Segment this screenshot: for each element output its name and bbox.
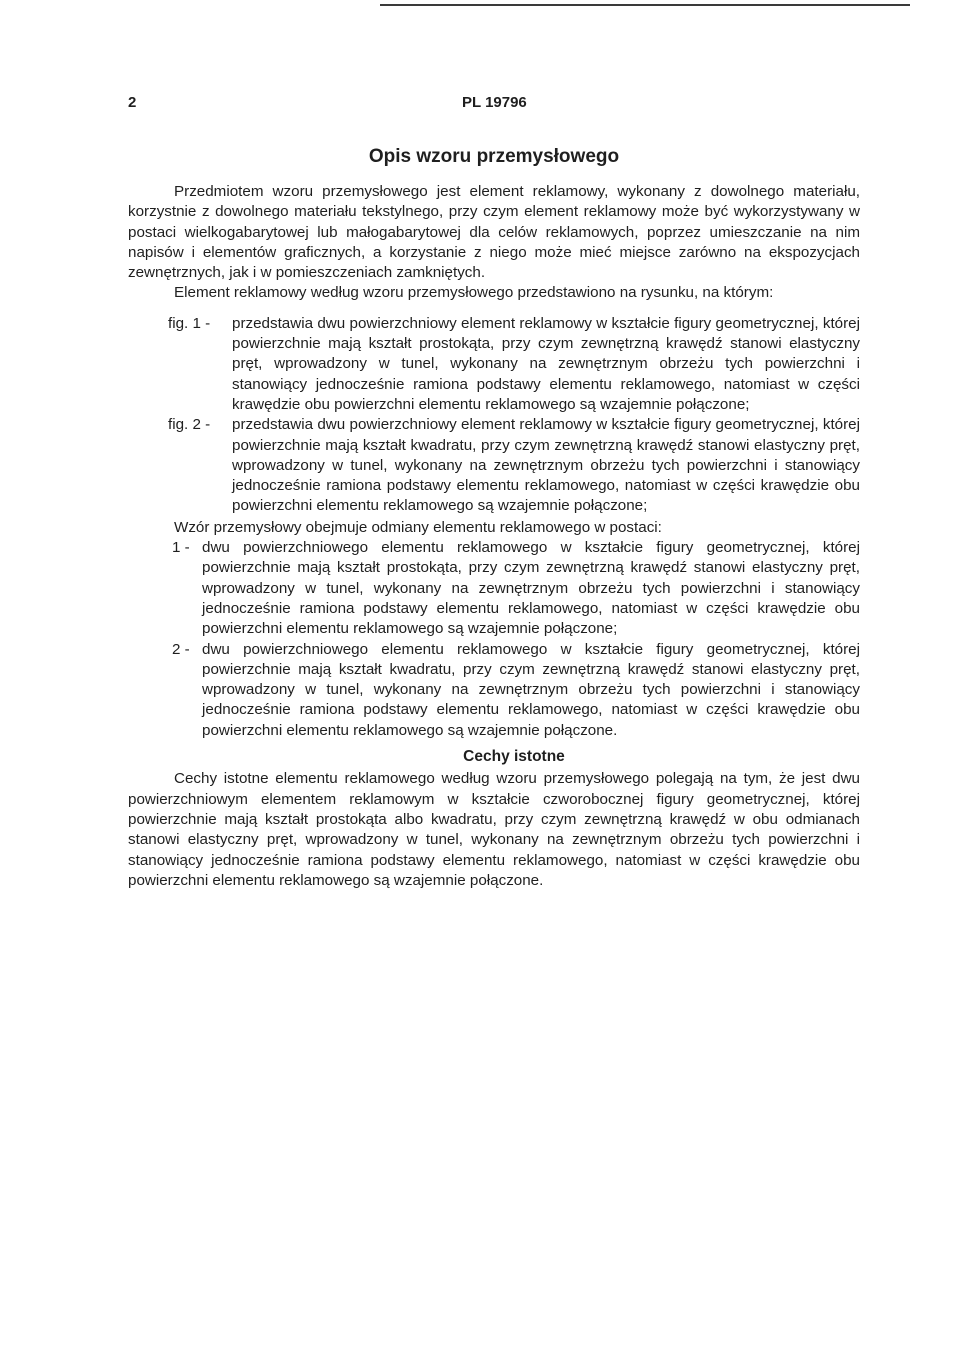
figure-description-1 — [128, 314, 860, 415]
variant-label: 2 - — [172, 640, 190, 658]
intro-paragraph: Przedmiotem wzoru przemysłowego jest element reklamowy, wykonany z dowolnego materiału, korzystnie z dowolnego materiału tekstylnego, przy czym element reklamowy może być wykorzystywany w postaci wielkogabarytowej lub małogabarytowej dla celów reklamowych, poprzez umieszczanie na nim napisów i elementów graficznych, a korzystanie z niego może mieć miejsce zarówno na ekspozycjach zewnętrznych, jak i w pomieszczeniach zamkniętych. — [128, 183, 860, 282]
figure-label: fig. 1 - — [168, 314, 211, 332]
document-body — [128, 182, 860, 891]
figure-text: przedstawia dwu powierzchniowy element reklamowy w kształcie figury geometrycznej, której powierzchnie mają kształt kwadratu, przy czym zewnętrzną krawędź stanowi elastyczny pręt, wprowadzony w tunel, wykonany na zewnętrznym obrzeżu tych powierzchni i stanowiący jednocześnie ramiona podstawy elementu reklamowego, natomiast w części krawędzie obu powierzchni elementu reklamowego są wzajemnie połączone; — [232, 416, 860, 515]
page-header — [128, 94, 848, 116]
variant-item-1 — [128, 538, 860, 639]
figure-description-2 — [128, 415, 860, 516]
variant-text: dwu powierzchniowego elementu reklamowego w kształcie figury geometrycznej, której powierzchnie mają kształt prostokąta, przy czym zewnętrzną krawędź stanowi elastyczny pręt, wprowadzony w tunel, wykonany na zewnętrznym obrzeżu tych powierzchni i stanowiący jednocześnie ramiona podstawy elementu reklamowego, natomiast w części krawędzie obu powierzchni elementu reklamowego są wzajemnie połączone; — [202, 539, 860, 638]
spacer — [128, 304, 860, 314]
variant-text: dwu powierzchniowego elementu reklamowego w kształcie figury geometrycznej, której powierzchnie mają kształt kwadratu, przy czym zewnętrzną krawędź stanowi elastyczny pręt, wprowadzony w tunel, wykonany na zewnętrznym obrzeżu tych powierzchni i stanowiący jednocześnie ramiona podstawy elementu reklamowego, natomiast w części krawędzie obu powierzchni elementu reklamowego są wzajemnie połączone. — [202, 640, 860, 739]
variant-label: 1 - — [172, 539, 190, 557]
figure-text: przedstawia dwu powierzchniowy element reklamowy w kształcie figury geometrycznej, której powierzchnie mają kształt prostokąta, przy czym zewnętrzną krawędź stanowi elastyczny pręt, wprowadzony w tunel, wykonany na zewnętrznym obrzeżu tych powierzchni i stanowiący jednocześnie ramiona podstawy elementu reklamowego, natomiast w części krawędzie obu powierzchni elementu reklamowego są wzajemnie połączone; — [232, 314, 860, 413]
figure-label: fig. 2 - — [168, 416, 211, 434]
figures-intro-line: Element reklamowy według wzoru przemysłowego przedstawiono na rysunku, na którym: — [174, 284, 774, 302]
page-number: 2 — [128, 94, 137, 111]
top-edge-rule — [380, 4, 910, 6]
document-number: PL 19796 — [462, 94, 527, 111]
essential-features-paragraph: Cechy istotne elementu reklamowego według wzoru przemysłowego polegają na tym, że jest dwu powierzchniowym elementem reklamowym w kształcie czworobocznej figury geometrycznej, której powierzchnie mają kształt prostokąta albo kwadratu, przy czym zewnętrzną krawędź w obu odmianach stanowi elastyczny pręt, wprowadzony w tunel, wykonany na zewnętrznym obrzeżu tych powierzchni i stanowiący jednocześnie ramiona podstawy elementu reklamowego, natomiast w części krawędzie obu powierzchni elementu reklamowego są wzajemnie połączone. — [128, 770, 860, 889]
variant-item-2 — [128, 640, 860, 741]
document-title: Opis wzoru przemysłowego — [368, 146, 620, 167]
variants-intro: Wzór przemysłowy obejmuje odmiany elementu reklamowego w postaci: — [174, 518, 662, 536]
essential-features-heading: Cechy istotne — [463, 748, 565, 766]
